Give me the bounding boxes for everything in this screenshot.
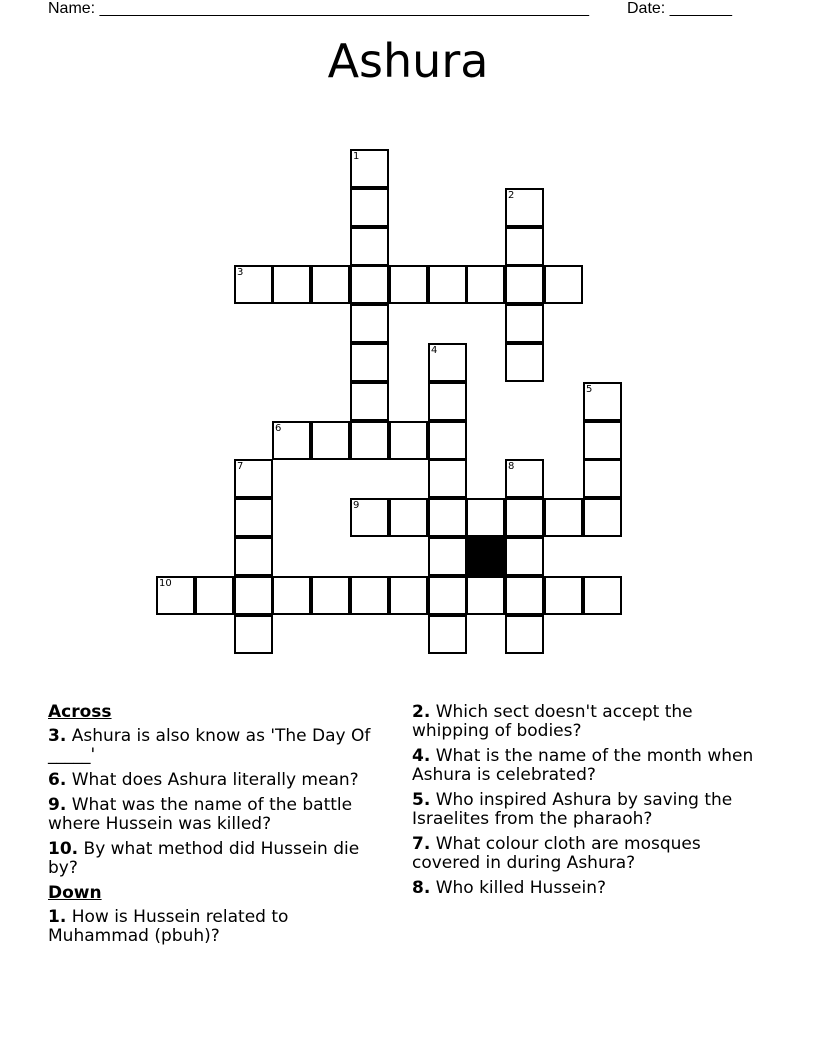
- grid-cell[interactable]: [234, 576, 273, 615]
- clue-item-number: 1.: [48, 907, 67, 927]
- grid-cell[interactable]: [389, 265, 428, 304]
- grid-cell[interactable]: [505, 227, 544, 266]
- name-label: Name:: [48, 0, 96, 17]
- clue-item: [412, 703, 762, 741]
- down-clue-list-continued: [412, 703, 762, 898]
- grid-cell[interactable]: [583, 498, 622, 537]
- grid-cell[interactable]: [466, 265, 505, 304]
- grid-cell[interactable]: [505, 265, 544, 304]
- down-clue-list: [48, 908, 393, 946]
- grid-cell[interactable]: [234, 615, 273, 654]
- clues-right-column: [412, 703, 762, 904]
- clue-item-number: 4.: [412, 746, 431, 766]
- grid-cell[interactable]: [583, 421, 622, 460]
- clue-item-number: 3.: [48, 726, 67, 746]
- clue-item-text: How is Hussein related to Muhammad (pbuh)?: [48, 907, 289, 946]
- clue-item-number: 2.: [412, 702, 431, 722]
- black-cell: [466, 537, 505, 576]
- grid-cell[interactable]: [350, 304, 389, 343]
- clue-item-text: Who killed Hussein?: [435, 878, 607, 898]
- clue-item: [412, 879, 762, 898]
- grid-cell[interactable]: [389, 498, 428, 537]
- clue-item: [412, 835, 762, 873]
- name-blank: _______________________________________________________: [99, 0, 589, 17]
- clue-number: 4: [431, 345, 438, 356]
- grid-cell[interactable]: [195, 576, 234, 615]
- clue-item-text: What does Ashura literally mean?: [71, 770, 359, 790]
- grid-cell[interactable]: [428, 421, 467, 460]
- clue-number: 10: [159, 578, 172, 589]
- clue-item-text: What was the name of the battle where Hussein was killed?: [48, 795, 353, 834]
- date-blank: _______: [669, 0, 732, 17]
- grid-cell[interactable]: [234, 498, 273, 537]
- grid-cell[interactable]: [583, 382, 622, 421]
- clue-number: 6: [275, 423, 282, 434]
- grid-cell[interactable]: [350, 343, 389, 382]
- grid-cell[interactable]: [583, 459, 622, 498]
- grid-cell[interactable]: [428, 265, 467, 304]
- grid-cell[interactable]: [350, 421, 389, 460]
- grid-cell[interactable]: [272, 576, 311, 615]
- grid-cell[interactable]: [544, 498, 583, 537]
- grid-cell[interactable]: [583, 576, 622, 615]
- grid-cell[interactable]: [234, 537, 273, 576]
- grid-cell[interactable]: [272, 421, 311, 460]
- clue-number: 3: [237, 267, 244, 278]
- clue-item: [48, 771, 393, 790]
- grid-cell[interactable]: [428, 537, 467, 576]
- grid-cell[interactable]: [350, 227, 389, 266]
- grid-cell[interactable]: [428, 498, 467, 537]
- clue-item-text: Which sect doesn't accept the whipping of bodies?: [412, 702, 693, 741]
- clue-item: [48, 796, 393, 834]
- grid-cell[interactable]: [350, 265, 389, 304]
- clue-number: 9: [353, 500, 360, 511]
- across-clue-list: [48, 727, 393, 878]
- grid-cell[interactable]: [505, 615, 544, 654]
- across-heading: Across: [48, 702, 112, 722]
- clue-item-text: What is the name of the month when Ashura is celebrated?: [412, 746, 754, 785]
- grid-cell[interactable]: [428, 615, 467, 654]
- clue-item-number: 9.: [48, 795, 67, 815]
- grid-cell[interactable]: [428, 382, 467, 421]
- grid-cell[interactable]: [505, 343, 544, 382]
- clue-number: 1: [353, 151, 360, 162]
- clue-item-number: 6.: [48, 770, 67, 790]
- grid-cell[interactable]: [272, 265, 311, 304]
- grid-cell[interactable]: [428, 343, 467, 382]
- grid-cell[interactable]: [428, 459, 467, 498]
- grid-cell[interactable]: [505, 459, 544, 498]
- clues-left-column: [48, 703, 393, 952]
- grid-cell[interactable]: [156, 576, 195, 615]
- grid-cell[interactable]: [311, 265, 350, 304]
- grid-cell[interactable]: [505, 576, 544, 615]
- clue-item: [48, 727, 393, 765]
- clue-item-number: 10.: [48, 839, 79, 859]
- grid-cell[interactable]: [544, 576, 583, 615]
- down-heading: Down: [48, 883, 102, 903]
- puzzle-title: Ashura: [327, 34, 489, 88]
- grid-cell[interactable]: [544, 265, 583, 304]
- grid-cell[interactable]: [505, 498, 544, 537]
- clue-item-number: 7.: [412, 834, 431, 854]
- clue-number: 8: [508, 461, 515, 472]
- clue-item: [412, 791, 762, 829]
- clue-number: 7: [237, 461, 244, 472]
- clue-item: [48, 840, 393, 878]
- grid-cell[interactable]: [350, 149, 389, 188]
- clue-number: 5: [586, 384, 593, 395]
- grid-cell[interactable]: [428, 576, 467, 615]
- clue-item-number: 8.: [412, 878, 431, 898]
- grid-cell[interactable]: [234, 459, 273, 498]
- grid-cell[interactable]: [350, 382, 389, 421]
- date-label: Date:: [627, 0, 666, 17]
- grid-cell[interactable]: [350, 188, 389, 227]
- clue-item: [412, 747, 762, 785]
- grid-cell[interactable]: [389, 421, 428, 460]
- grid-cell[interactable]: [505, 188, 544, 227]
- grid-cell[interactable]: [234, 265, 273, 304]
- grid-cell[interactable]: [505, 304, 544, 343]
- grid-cell[interactable]: [466, 576, 505, 615]
- clue-item: [48, 908, 393, 946]
- clue-item-text: What colour cloth are mosques covered in during Ashura?: [412, 834, 701, 873]
- grid-cell[interactable]: [505, 537, 544, 576]
- grid-cell[interactable]: [311, 576, 350, 615]
- clue-item-number: 5.: [412, 790, 431, 810]
- grid-cell[interactable]: [350, 498, 389, 537]
- grid-cell[interactable]: [389, 576, 428, 615]
- clue-item-text: By what method did Hussein die by?: [48, 839, 360, 878]
- clue-number: 2: [508, 190, 515, 201]
- clue-item-text: Ashura is also know as 'The Day Of _____': [48, 726, 371, 765]
- grid-cell[interactable]: [350, 576, 389, 615]
- grid-cell[interactable]: [311, 421, 350, 460]
- grid-cell[interactable]: [466, 498, 505, 537]
- clue-item-text: Who inspired Ashura by saving the Israelites from the pharaoh?: [412, 790, 733, 829]
